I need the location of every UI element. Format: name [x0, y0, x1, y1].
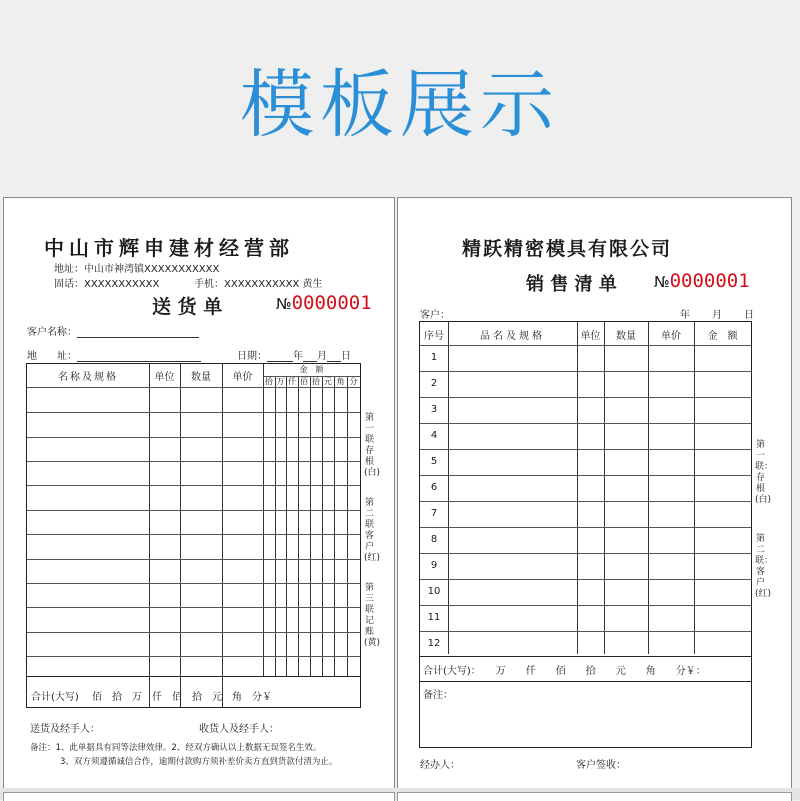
copy-label: 第一联：存根(白): [755, 440, 774, 505]
row-number: 6: [430, 482, 438, 493]
row-number: 9: [430, 560, 438, 571]
customer-name-field[interactable]: [27, 323, 199, 338]
receiver-sign: 收货人及经手人：: [199, 724, 279, 735]
doc-title: 销 售 清 单: [526, 274, 617, 295]
customer-sign: 客户签收：: [576, 760, 626, 771]
header-serial: 序号: [424, 331, 444, 342]
header-name-spec: 名称及规格: [58, 372, 118, 383]
banner: [0, 0, 800, 195]
sales-list-sheet: [397, 197, 792, 789]
delivery-note-sheet: [3, 197, 395, 789]
row-number: 4: [430, 430, 438, 441]
serial-prefix: №: [276, 295, 292, 313]
header-price: 单价: [661, 331, 681, 342]
header-amount: 金 额: [707, 331, 738, 342]
serial-digits: 0000001: [669, 270, 750, 292]
customer-label[interactable]: 客户：: [420, 310, 450, 321]
header-name-spec: 品名及规格: [480, 331, 545, 342]
company-mobile: 手机：XXXXXXXXXXX 黄生: [194, 279, 323, 290]
copy-label: 第三联记账(黄): [364, 583, 381, 648]
customer-name-label: 客户名称：: [27, 327, 77, 338]
header-unit: 单位: [580, 331, 601, 342]
note-line-1: 备注：1、此单据具有同等法律效律。2、经双方确认以上数据无误签名生效。: [30, 743, 322, 753]
company-address: 地址：中山市神湾镇XXXXXXXXXXX: [54, 264, 220, 275]
serial-number: [276, 292, 372, 314]
total-row: 合计(大写)： 万 仟 佰 拾 元 角 分￥：: [423, 666, 706, 677]
company-name: 精跃精密模具有限公司: [462, 238, 673, 260]
date-field[interactable]: 日期： 年 月 日: [237, 351, 351, 362]
total-row: 合计(大写) 佰 拾 万 仟 佰 拾 元 角 分￥: [31, 692, 272, 703]
copy-label: 第二联：客户(红): [755, 534, 774, 599]
header-amount: 金 额: [299, 365, 324, 374]
header-qty: 数量: [191, 372, 211, 383]
address-label: 地 址：: [27, 351, 77, 362]
date-label: 日期：: [237, 351, 267, 362]
company-phone: 固话：XXXXXXXXXXX: [54, 279, 160, 290]
serial-digits: 0000001: [291, 292, 372, 314]
company-name: 中山市辉申建材经营部: [44, 236, 294, 260]
handler-sign: 经办人：: [420, 760, 460, 771]
row-number: 11: [427, 612, 441, 623]
digit-unit: 万: [276, 377, 285, 386]
digit-unit: 仟: [288, 377, 296, 386]
sender-sign: 送货及经手人：: [30, 724, 100, 735]
copy-label: 第二联客户(红): [364, 498, 381, 563]
doc-title: 送 货 单: [152, 296, 223, 318]
row-number: 1: [430, 352, 438, 363]
delivery-table: [26, 363, 361, 708]
header-qty: 数量: [616, 331, 636, 342]
digit-unit: 拾: [265, 377, 273, 386]
banner-title: 模板展示: [240, 62, 560, 148]
digit-unit: 分: [349, 377, 358, 386]
date-month: 月: [712, 310, 722, 321]
row-number: 2: [430, 378, 438, 389]
note-line-2: 3、双方须遵循诚信合作，逾期付款购方须补差价卖方直到货款付清为止。: [60, 757, 338, 767]
digit-unit: 拾: [312, 377, 320, 386]
serial-number: [654, 270, 750, 292]
row-number: 5: [430, 456, 438, 467]
digit-unit: 元: [324, 377, 332, 386]
row-number: 3: [430, 404, 438, 415]
date-year: 年: [680, 310, 690, 321]
address-field[interactable]: [27, 347, 201, 362]
digit-unit: 角: [336, 377, 345, 386]
copy-label: 第一联存根(白): [364, 413, 381, 478]
row-number: 10: [427, 586, 441, 597]
row-number: 12: [427, 638, 441, 649]
date-day: 日: [744, 310, 754, 321]
row-number: 7: [430, 508, 438, 519]
sales-table: [419, 321, 752, 748]
header-unit: 单位: [154, 372, 175, 383]
remark-label: 备注：: [423, 690, 453, 701]
header-price: 单价: [232, 372, 253, 383]
digit-unit: 佰: [300, 377, 308, 386]
serial-prefix: №: [654, 273, 670, 291]
row-number: 8: [430, 534, 438, 545]
